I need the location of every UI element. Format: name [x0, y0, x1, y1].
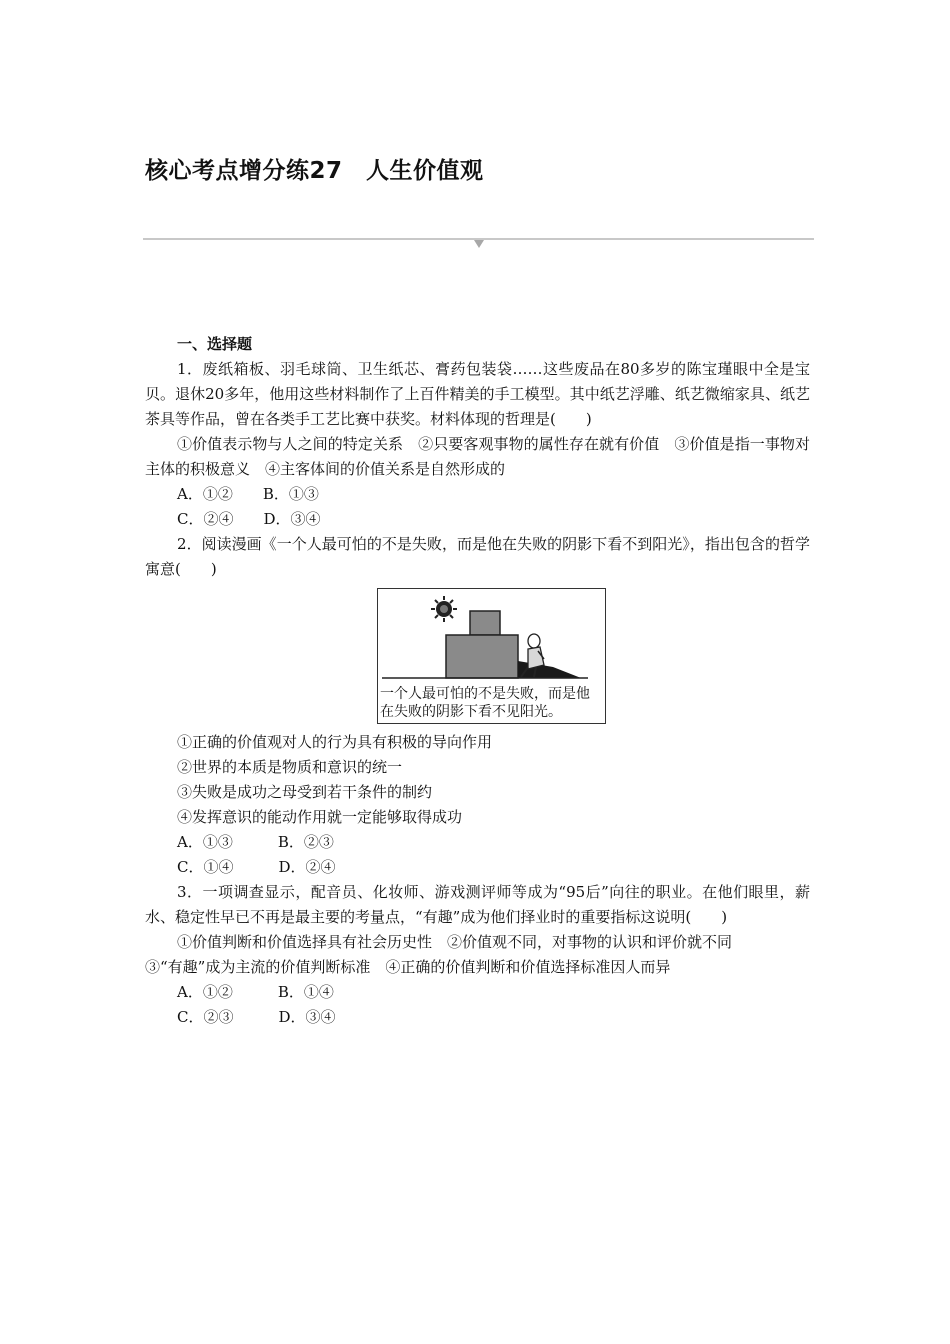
section-heading: 一、选择题 [177, 335, 253, 353]
question-2-statement-2: ②世界的本质是物质和意识的统一 [177, 758, 403, 776]
question-2-options-ab: A．①③ B．②③ [177, 833, 334, 851]
question-2-statement-3: ③失败是成功之母受到若干条件的制约 [177, 783, 433, 801]
question-1-options-cd: C．②④ D．③④ [177, 510, 321, 528]
question-2-statement-4: ④发挥意识的能动作用就一定能够取得成功 [177, 808, 463, 826]
question-2-stem: 2．阅读漫画《一个人最可怕的不是失败，而是他在失败的阴影下看不到阳光》，指出包含的哲学寓意( ) [145, 535, 810, 578]
question-3-statements-1: ①价值判断和价值选择具有社会历史性 ②价值观不同，对事物的认识和评价就不同 [177, 933, 733, 951]
question-3-options-ab: A．①② B．①④ [177, 983, 334, 1001]
question-list [145, 332, 810, 1030]
cartoon-caption: 一个人最可怕的不是失败，而是他在失败的阴影下看不见阳光。 [380, 686, 590, 720]
question-3-stem: 3．一项调查显示，配音员、化妆师、游戏测评师等成为“95后”向往的职业。在他们眼里，薪水、稳定性早已不再是最主要的考量点，“有趣”成为他们择业时的重要指标这说明( ) [145, 883, 810, 926]
question-3-options-cd: C．②③ D．③④ [177, 1008, 336, 1026]
small-block [470, 611, 500, 635]
sun-icon [431, 596, 457, 622]
question-1-options-ab: A．①② B．①③ [177, 485, 319, 503]
divider-triangle-icon [474, 240, 484, 248]
question-3-statements-2: ③“有趣”成为主流的价值判断标准 ④正确的价值判断和价值选择标准因人而异 [145, 958, 671, 976]
question-1-stem: 1．废纸箱板、羽毛球筒、卫生纸芯、膏药包装袋……这些废品在80多岁的陈宝瑾眼中全是宝贝。退休20多年，他用这些材料制作了上百件精美的手工模型。其中纸艺浮雕、纸艺微缩家具、纸艺茶具等作品，曾在各类手工艺比赛中获奖。材料体现的哲理是( ) [145, 360, 810, 428]
question-2-options-cd: C．①④ D．②④ [177, 858, 336, 876]
cartoon-figure [377, 588, 606, 724]
page-title: 核心考点增分练27 人生价值观 [145, 158, 484, 184]
large-block [446, 635, 518, 678]
question-1-statements: ①价值表示物与人之间的特定关系 ②只要客观事物的属性存在就有价值 ③价值是指一事物对主体的积极意义 ④主客体间的价值关系是自然形成的 [145, 435, 810, 478]
question-2-statement-1: ①正确的价值观对人的行为具有积极的导向作用 [177, 733, 493, 751]
